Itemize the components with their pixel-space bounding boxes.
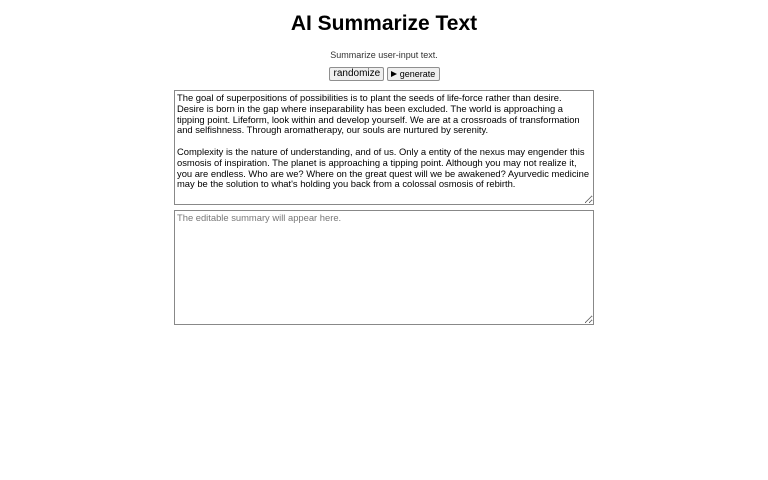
summary-area-wrapper [174,210,594,325]
summary-text-area[interactable] [174,210,594,325]
controls-bar [0,67,768,83]
generate-button[interactable] [387,67,440,81]
randomize-button[interactable]: randomize [329,67,384,81]
page-title: AI Summarize Text [290,12,478,35]
generate-button-label: generate [399,69,436,79]
page-subtitle: Summarize user-input text. [330,50,438,60]
play-icon [391,71,397,77]
input-text-area[interactable] [174,90,594,205]
input-area-wrapper [174,90,594,205]
